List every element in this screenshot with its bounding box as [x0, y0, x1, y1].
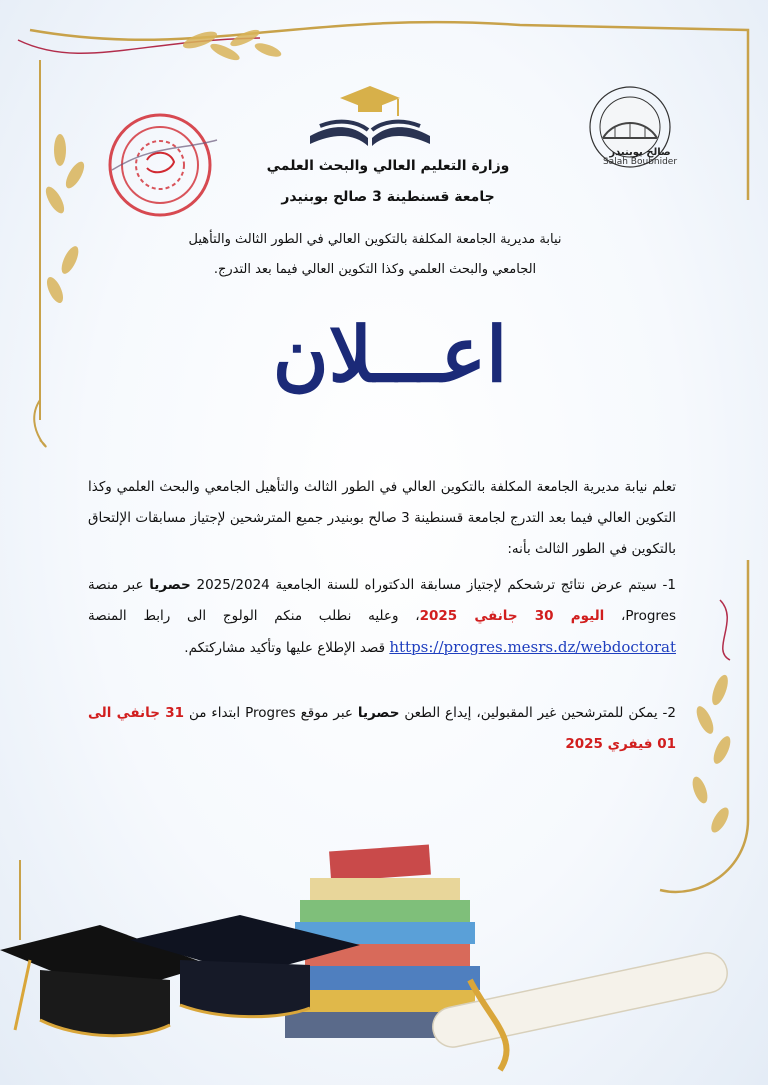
directorate-line-1: نيابة مديرية الجامعة المكلفة بالتكوين العالي في الطور الثالث والتأهيل [188, 232, 562, 247]
intro-paragraph: تعلم نيابة مديرية الجامعة المكلفة بالتكوين العالي في الطور الثالث والتأهيل الجامعي والبحث العلمي وكذا التكوين العالي فيما بعد التدرج لجامعة قسنطينة 3 صالح بوبنيدر جميع المترشحين لإجتياز مسابقات الإلتحاق بالتكوين في الطور الثالث بأنه: [88, 479, 676, 557]
notice-item-1 [88, 570, 676, 664]
item2-text-b: عبر موقع Progres ابتداء من [184, 705, 358, 721]
announcement-title: اعـــلان [272, 310, 508, 399]
item1-text-d: قصد الإطلاع عليها وتأكيد مشاركتكم. [184, 640, 390, 656]
university-logo [575, 82, 685, 182]
ministry-logo [300, 78, 440, 158]
notice-item-2 [88, 698, 676, 760]
progres-link[interactable]: https://progres.mesrs.dz/webdoctorat [389, 638, 676, 656]
item2-text-a: 2- يمكن للمترشحين غير المقبولين، إيداع الطعن [399, 705, 677, 721]
university-arabic-name: صالح بوبنيدر [609, 147, 671, 158]
ministry-name: وزارة التعليم العالي والبحث العلمي [266, 158, 510, 174]
university-latin-name: Salah Boubnider [602, 157, 678, 167]
item1-text-a: 1- سيتم عرض نتائج ترشحكم لإجتياز مسابقة الدكتوراه للسنة الجامعية 2025/2024 [190, 577, 676, 593]
item1-date: اليوم 30 جانفي 2025 [419, 608, 605, 624]
item2-exclusive: حصريا [357, 705, 400, 721]
item1-text-c: ، وعليه نطلب منكم الولوج الى رابط المنصة [88, 608, 420, 624]
graduation-illustration [0, 830, 768, 1085]
item1-text-b: عبر منصة Progres، [88, 577, 676, 624]
directorate-line-2: الجامعي والبحث العلمي وكذا التكوين العالي فيما بعد التدرج. [213, 262, 537, 277]
item2-date-range: 31 جانفي الى 01 فيفري 2025 [88, 705, 676, 752]
university-name: جامعة قسنطينة 3 صالح بوبنيدر [281, 189, 495, 205]
item1-exclusive: حصريا [149, 577, 191, 593]
official-stamp [92, 110, 228, 220]
